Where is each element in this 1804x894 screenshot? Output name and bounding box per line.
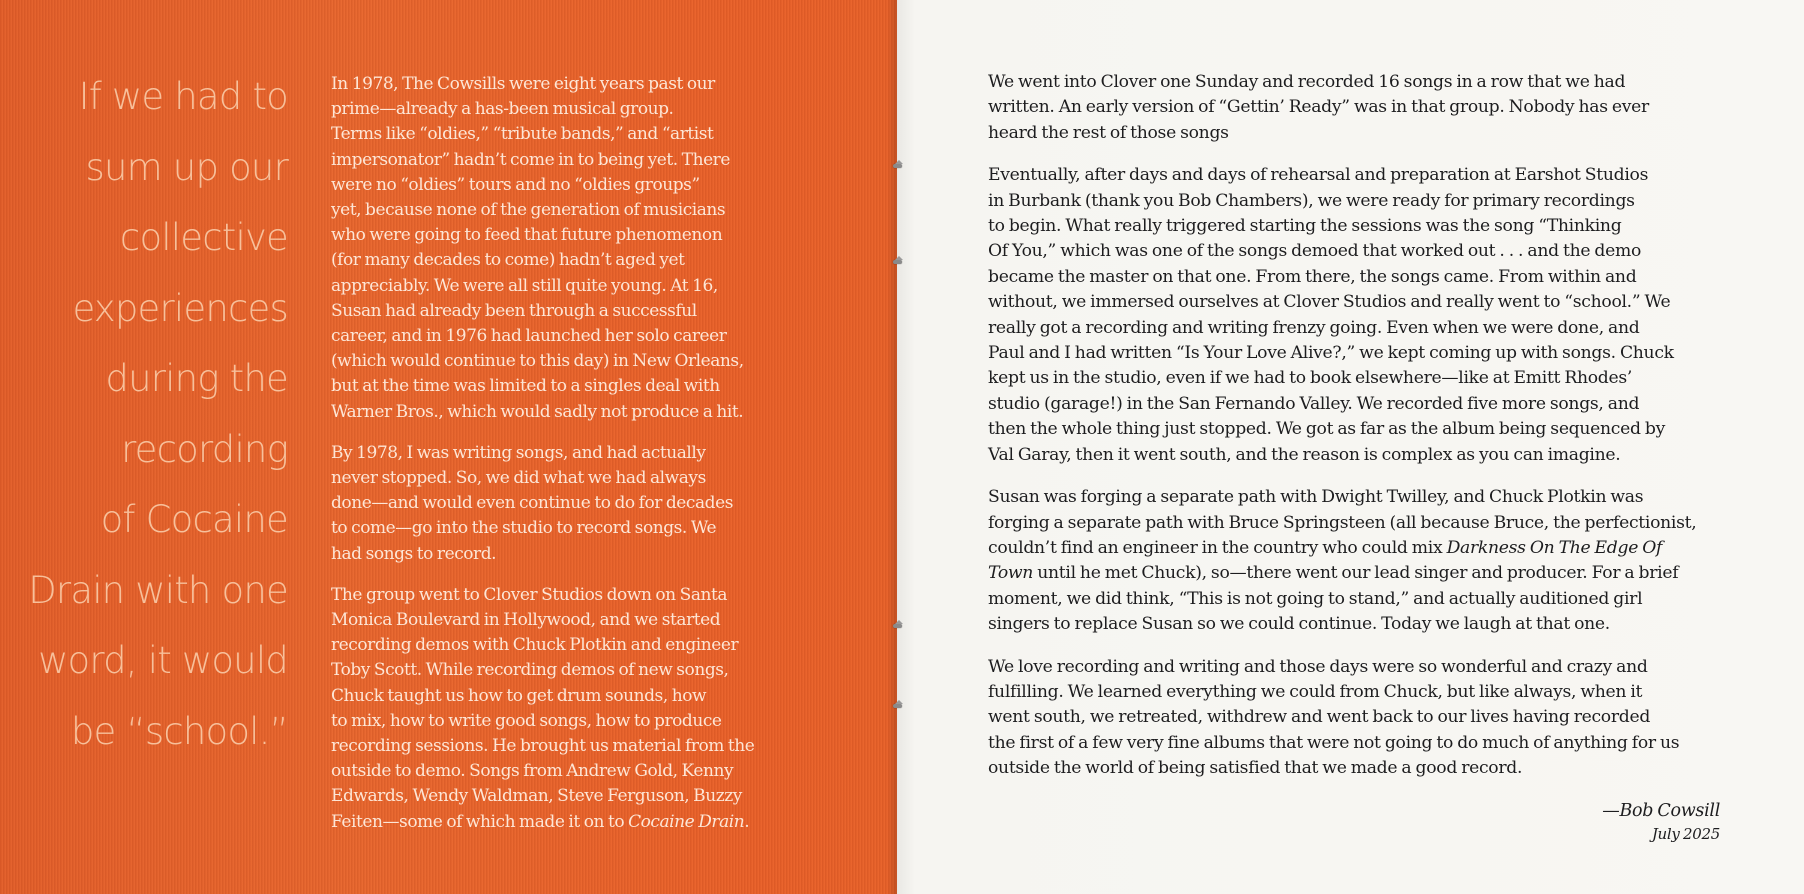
- pull-quote-line: of Cocaine: [100, 498, 288, 541]
- text-line: forging a separate path with Bruce Springsteen (all because Bruce, the perfectionist,: [988, 512, 1697, 533]
- text-line: to come—go into the studio to record songs. We: [331, 518, 717, 539]
- text-line: yet, because none of the generation of musicians: [331, 200, 726, 221]
- text-run: until he met Chuck), so—there went our lead singer and producer. For a brief: [1033, 563, 1679, 584]
- text-line: had songs to record.: [331, 543, 497, 564]
- text-line: done—and would even continue to do for decades: [331, 493, 733, 514]
- album-title-italic: Darkness On The Edge Of: [1446, 537, 1663, 558]
- text-line: fulfilling. We learned everything we could from Chuck, but like always, when it: [988, 681, 1643, 702]
- text-line: recording demos with Chuck Plotkin and engineer: [331, 635, 739, 656]
- text-line: We love recording and writing and those days were so wonderful and crazy and: [988, 656, 1648, 677]
- left-paragraph-1: [331, 72, 811, 425]
- text-line: prime—already a has-been musical group.: [331, 99, 674, 120]
- text-line: never stopped. So, we did what we had always: [331, 468, 706, 489]
- text-line: Edwards, Wendy Waldman, Steve Ferguson, Buzzy: [331, 786, 742, 807]
- text-line: Of You,” which was one of the songs demoed that worked out . . . and the demo: [988, 241, 1641, 262]
- pull-quote-line: experiences: [72, 286, 288, 330]
- text-line: Eventually, after days and days of rehearsal and preparation at Earshot Studios: [988, 165, 1649, 186]
- text-line: Susan had already been through a successful: [331, 300, 697, 321]
- author-signature: —Bob Cowsill: [1602, 800, 1720, 821]
- text-line: Paul and I had written “Is Your Love Alive?,” we kept coming up with songs. Chuck: [988, 343, 1674, 364]
- signoff-date: July 2025: [1651, 824, 1720, 843]
- text-line: [988, 536, 1728, 561]
- binding-staple: [893, 256, 902, 268]
- text-line: recording sessions. He brought us material from the: [331, 736, 755, 757]
- text-line: The group went to Clover Studios down on Santa: [331, 584, 728, 605]
- pull-quote: [20, 62, 288, 767]
- text-line: impersonator” hadn’t come in to being yet. There: [331, 149, 730, 170]
- text-line: Susan was forging a separate path with Dwight Twilley, and Chuck Plotkin was: [988, 487, 1644, 508]
- text-line: (which would continue to this day) in New Orleans,: [331, 351, 744, 372]
- album-title-italic: Town: [988, 563, 1034, 584]
- pull-quote-line: be “school.”: [70, 709, 288, 753]
- text-run: .: [744, 811, 750, 832]
- pull-quote-line: sum up our: [85, 145, 288, 189]
- binding-staple: [893, 160, 902, 172]
- text-line: [988, 561, 1728, 586]
- text-line: appreciably. We were all still quite young. At 16,: [331, 275, 718, 296]
- right-paragraph-1: [988, 70, 1728, 146]
- text-line: Monica Boulevard in Hollywood, and we started: [331, 610, 721, 631]
- binding-staple: [893, 620, 902, 632]
- left-page: [0, 0, 897, 894]
- right-paragraph-3: [988, 485, 1728, 637]
- text-line: went south, we retreated, withdrew and went back to our lives having recorded: [988, 707, 1651, 728]
- text-line: to begin. What really triggered starting the sessions was the song “Thinking: [988, 216, 1622, 237]
- text-line: then the whole thing just stopped. We got as far as the album being sequenced by: [988, 419, 1665, 440]
- text-line: Val Garay, then it went south, and the reason is complex as you can imagine.: [988, 444, 1621, 465]
- album-title-italic: Cocaine Drain: [628, 811, 745, 832]
- right-body-column: [988, 70, 1728, 845]
- text-line: outside the world of being satisfied that we made a good record.: [988, 758, 1523, 779]
- text-line: [331, 810, 811, 835]
- pull-quote-line: recording: [121, 427, 288, 471]
- text-line: were no “oldies” tours and no “oldies groups”: [331, 174, 700, 195]
- text-line: without, we immersed ourselves at Clover Studios and really went to “school.” We: [988, 292, 1671, 313]
- text-line: to mix, how to write good songs, how to produce: [331, 710, 722, 731]
- text-line: who were going to feed that future phenomenon: [331, 225, 723, 246]
- text-line: but at the time was limited to a singles deal with: [331, 376, 720, 397]
- text-line: moment, we did think, “This is not going to stand,” and actually auditioned girl: [988, 588, 1643, 609]
- text-line: written. An early version of “Gettin’ Ready” was in that group. Nobody has ever: [988, 97, 1649, 118]
- text-line: Warner Bros., which would sadly not produce a hit.: [331, 401, 744, 422]
- pull-quote-line: word, it would: [38, 639, 288, 682]
- right-paragraph-2: [988, 163, 1728, 468]
- text-run: couldn’t find an engineer in the country who could mix: [988, 537, 1447, 558]
- text-line: (for many decades to come) hadn’t aged yet: [331, 250, 685, 271]
- text-line: became the master on that one. From there, the songs came. From within and: [988, 266, 1637, 287]
- text-line: Chuck taught us how to get drum sounds, how: [331, 685, 707, 706]
- text-line: outside to demo. Songs from Andrew Gold, Kenny: [331, 761, 734, 782]
- text-line: By 1978, I was writing songs, and had actually: [331, 442, 706, 463]
- left-body-column: [331, 72, 811, 851]
- text-line: In 1978, The Cowsills were eight years past our: [331, 74, 715, 94]
- text-line: Terms like “oldies,” “tribute bands,” and “artist: [331, 124, 714, 145]
- left-paragraph-2: [331, 441, 811, 567]
- text-line: We went into Clover one Sunday and recorded 16 songs in a row that we had: [988, 72, 1626, 92]
- pull-quote-line: If we had to: [78, 75, 288, 118]
- left-paragraph-3: [331, 583, 811, 835]
- text-line: really got a recording and writing frenzy going. Even when we were done, and: [988, 317, 1640, 338]
- signoff: [988, 799, 1728, 845]
- pull-quote-line: Drain with one: [28, 568, 288, 612]
- text-line: in Burbank (thank you Bob Chambers), we were ready for primary recordings: [988, 190, 1635, 211]
- text-line: kept us in the studio, even if we had to book elsewhere—like at Emitt Rhodes’: [988, 368, 1633, 389]
- binding-staple: [893, 700, 902, 712]
- pull-quote-line: during the: [105, 357, 288, 400]
- text-line: studio (garage!) in the San Fernando Valley. We recorded five more songs, and: [988, 393, 1640, 414]
- text-line: career, and in 1976 had launched her solo career: [331, 326, 727, 347]
- text-line: heard the rest of those songs: [988, 122, 1229, 143]
- text-line: Toby Scott. While recording demos of new songs,: [331, 660, 729, 681]
- pull-quote-line: collective: [119, 216, 288, 259]
- text-run: Feiten—some of which made it on to: [331, 811, 629, 832]
- text-line: the first of a few very fine albums that were not going to do much of anything for us: [988, 732, 1680, 753]
- text-line: singers to replace Susan so we could continue. Today we laugh at that one.: [988, 614, 1610, 635]
- right-paragraph-4: [988, 655, 1728, 782]
